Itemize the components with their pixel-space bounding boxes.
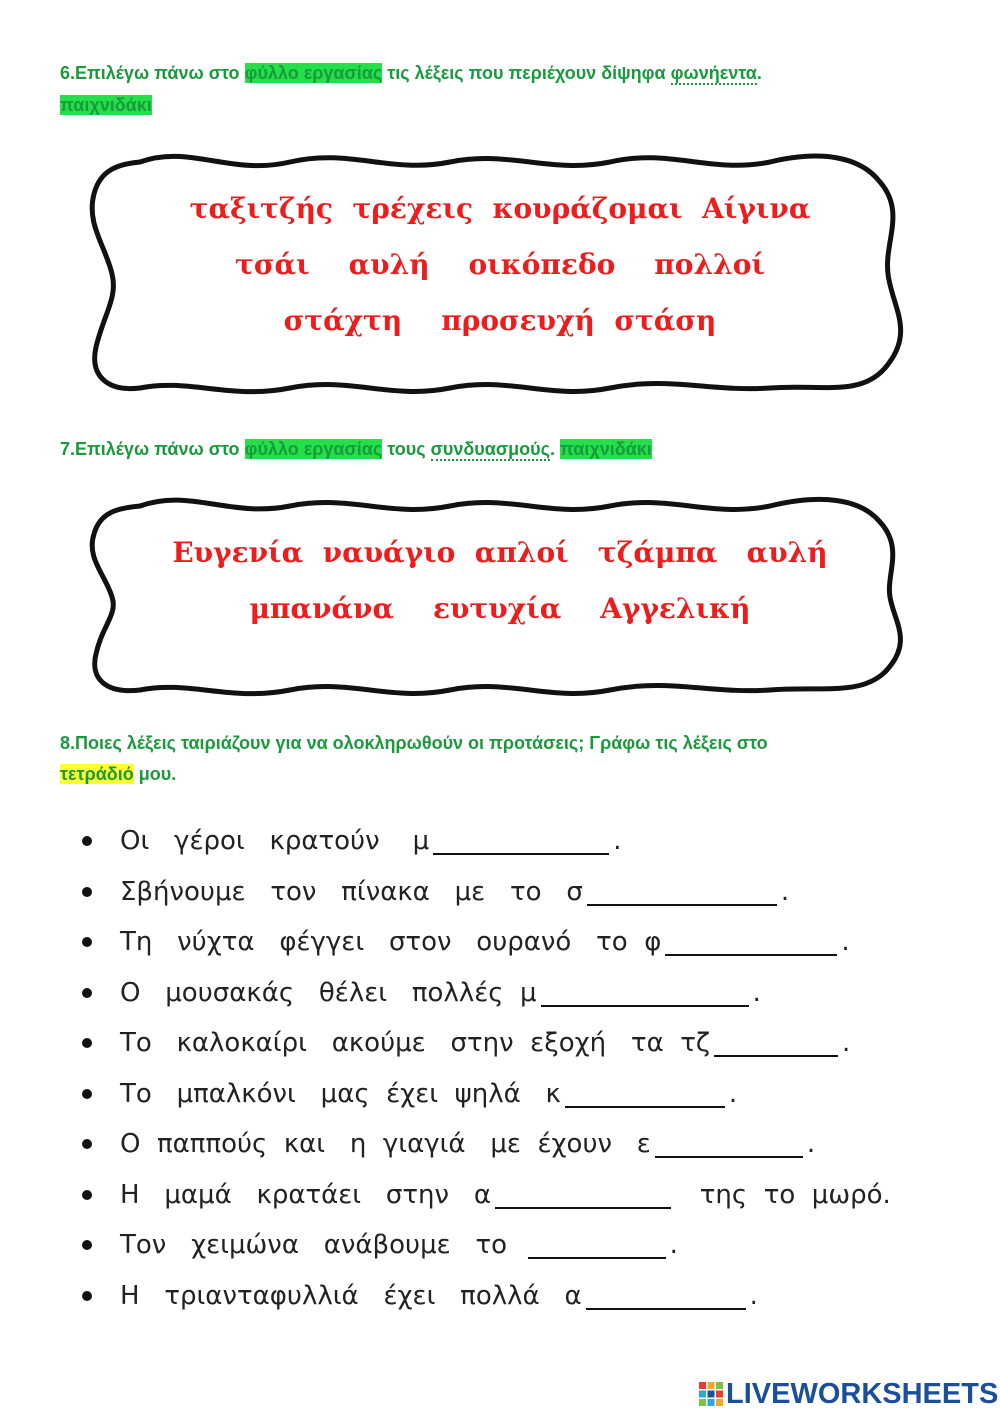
bullet-icon: [82, 937, 92, 947]
box1-line-2[interactable]: τσάι αυλή οικόπεδο πολλοί: [235, 248, 765, 281]
liveworksheets-logo[interactable]: [698, 1374, 998, 1414]
worksheet-link[interactable]: φύλλο εργασίας: [244, 439, 383, 459]
answer-blank[interactable]: [586, 1282, 746, 1310]
answer-blank[interactable]: [565, 1080, 725, 1108]
answer-blank[interactable]: [665, 928, 837, 956]
list-item: Ο μουσακάς θέλει πολλές μ .: [82, 968, 952, 1019]
vowels-word: φωνήεντα: [670, 63, 757, 83]
worksheet-link[interactable]: φύλλο εργασίας: [244, 63, 383, 83]
list-item: Η τριανταφυλλιά έχει πολλά α .: [82, 1271, 952, 1322]
logo-grid-icon: [698, 1381, 724, 1407]
notebook-word: τετράδιό: [60, 764, 134, 784]
task8-instruction-line1: 8.Ποιες λέξεις ταιριάζουν για να ολοκληρωθούν οι προτάσεις; Γράφω τις λέξεις στο: [60, 733, 768, 753]
bullet-icon: [82, 1038, 92, 1048]
word-box-1: [80, 142, 920, 406]
task6-instruction: 6.Επιλέγω πάνω στο φύλλο εργασίας τις λέξεις που περιέχουν δίψηφα φωνήεντα.: [60, 63, 762, 83]
combinations-word: συνδυασμούς: [430, 439, 551, 459]
word-box-2: [80, 486, 920, 708]
list-item: Η μαμά κρατάει στην α της το μωρό.: [82, 1170, 952, 1221]
box2-line-1[interactable]: Ευγενία ναυάγιο απλοί τζάμπα αυλή: [172, 536, 828, 569]
task7-instruction: 7.Επιλέγω πάνω στο φύλλο εργασίας τους συνδυασμούς. παιχνιδάκι: [60, 439, 652, 459]
list-item: Ο παππούς και η γιαγιά με έχουν ε .: [82, 1119, 952, 1170]
answer-blank[interactable]: [587, 878, 777, 906]
bullet-icon: [82, 1240, 92, 1250]
box1-line-1[interactable]: ταξιτζής τρέχεις κουράζομαι Αίγινα: [189, 192, 811, 225]
answer-blank[interactable]: [528, 1231, 666, 1259]
bullet-icon: [82, 1291, 92, 1301]
answer-blank[interactable]: [714, 1029, 838, 1057]
logo-text: LIVEWORKSHEETS: [726, 1377, 999, 1410]
task8-instruction-line2: τετράδιό μου.: [60, 764, 177, 784]
list-item: Τη νύχτα φέγγει στον ουρανό το φ .: [82, 917, 952, 968]
answer-blank[interactable]: [433, 827, 609, 855]
list-item: Οι γέροι κρατούν μ .: [82, 816, 952, 867]
list-item: Σβήνουμε τον πίνακα με το σ .: [82, 867, 952, 918]
box2-line-2[interactable]: μπανάνα ευτυχία Αγγελική: [249, 592, 751, 625]
answer-blank[interactable]: [655, 1130, 803, 1158]
bullet-icon: [82, 887, 92, 897]
task6-game-line: [60, 90, 152, 120]
bullet-icon: [82, 1089, 92, 1099]
list-item: Το καλοκαίρι ακούμε στην εξοχή τα τζ .: [82, 1018, 952, 1069]
bullet-icon: [82, 1190, 92, 1200]
sentence-list: [82, 816, 952, 1321]
game-link[interactable]: παιχνιδάκι: [60, 95, 152, 115]
list-item: Τον χειμώνα ανάβουμε το .: [82, 1220, 952, 1271]
bullet-icon: [82, 1139, 92, 1149]
game-link[interactable]: παιχνιδάκι: [560, 439, 652, 459]
answer-blank[interactable]: [541, 979, 749, 1007]
answer-blank[interactable]: [495, 1181, 671, 1209]
bullet-icon: [82, 988, 92, 998]
bullet-icon: [82, 836, 92, 846]
box1-line-3[interactable]: στάχτη προσευχή στάση: [283, 304, 717, 337]
list-item: Το μπαλκόνι μας έχει ψηλά κ .: [82, 1069, 952, 1120]
